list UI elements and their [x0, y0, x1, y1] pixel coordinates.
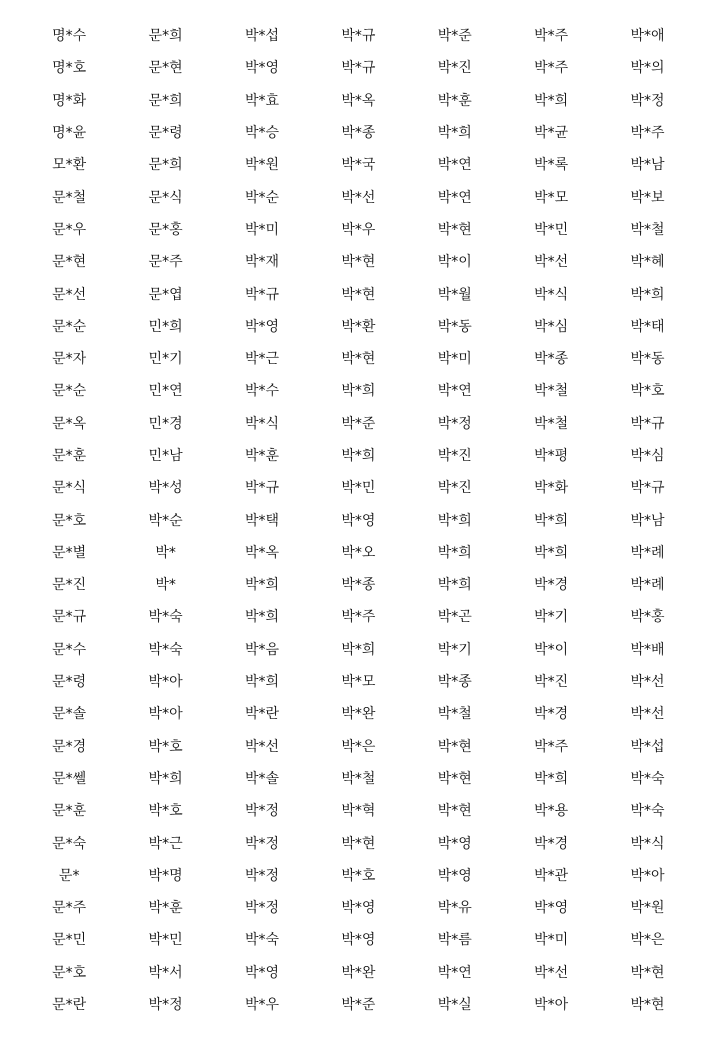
name-cell: 박*정 [244, 803, 279, 820]
name-cell: 문*호 [52, 964, 87, 981]
name-cell: 박*희 [244, 609, 279, 626]
name-cell: 박*태 [630, 318, 665, 335]
name-cell: 문*규 [52, 609, 87, 626]
name-row [21, 827, 696, 859]
name-cell: 문*홍 [148, 221, 183, 238]
name-cell: 박*현 [437, 221, 472, 238]
name-cell: 박*희 [534, 512, 569, 529]
name-cell: 박*기 [534, 609, 569, 626]
name-cell: 박*현 [437, 738, 472, 755]
name-cell: 박*영 [341, 512, 376, 529]
name-cell: 박*택 [244, 512, 279, 529]
name-cell: 문*훈 [52, 448, 87, 464]
name-cell: 박*주 [630, 125, 665, 142]
name-cell: 박*우 [341, 221, 376, 238]
name-cell: 박*연 [437, 964, 472, 981]
name-row [21, 181, 696, 213]
name-cell: 박*훈 [244, 448, 279, 464]
name-cell: 박*현 [437, 770, 472, 787]
name-cell: 박*종 [437, 674, 472, 691]
name-cell: 박*정 [244, 900, 279, 917]
name-cell: 박*정 [244, 867, 279, 884]
name-cell: 민*남 [148, 448, 183, 464]
name-cell: 박*희 [534, 92, 569, 109]
name-cell: 박*경 [534, 835, 569, 852]
name-cell: 박*현 [341, 286, 376, 303]
name-cell: 박*아 [148, 706, 183, 723]
name-cell: 박*동 [630, 351, 665, 368]
name-cell: 박*규 [630, 480, 665, 497]
name-cell: 박*철 [630, 221, 665, 238]
name-cell: 박*규 [630, 415, 665, 432]
name-cell: 박*희 [341, 448, 376, 464]
name-cell: 문*식 [148, 189, 183, 206]
name-cell: 문*자 [52, 351, 87, 368]
name-cell: 박*주 [341, 609, 376, 626]
name-cell: 박*심 [630, 448, 665, 464]
name-cell: 박*재 [244, 254, 279, 271]
name-cell: 박*주 [534, 28, 569, 45]
name-cell: 박* [155, 577, 176, 594]
name-cell: 박*수 [244, 383, 279, 400]
name-cell: 박*의 [630, 60, 665, 77]
name-row [21, 537, 696, 569]
name-row [21, 440, 696, 472]
name-cell: 명*윤 [52, 125, 87, 142]
name-cell: 박*희 [437, 512, 472, 529]
name-cell: 문*수 [52, 641, 87, 658]
name-cell: 문*희 [148, 157, 183, 174]
name-cell: 박*희 [437, 577, 472, 594]
name-cell: 박*동 [437, 318, 472, 335]
name-cell: 박*배 [630, 641, 665, 658]
name-cell: 박*우 [244, 997, 279, 1014]
name-cell: 박*균 [534, 125, 569, 142]
name-cell: 문*주 [148, 254, 183, 271]
name-cell: 민*경 [148, 415, 183, 432]
name-cell: 박*희 [341, 383, 376, 400]
name-row [21, 989, 696, 1021]
name-cell: 박*희 [244, 674, 279, 691]
name-cell: 박*식 [630, 835, 665, 852]
name-cell: 문*희 [148, 28, 183, 45]
name-cell: 박*미 [437, 351, 472, 368]
name-cell: 박*연 [437, 189, 472, 206]
name-cell: 박*희 [534, 544, 569, 561]
name-cell: 박*영 [534, 900, 569, 917]
name-cell: 박*화 [534, 480, 569, 497]
name-cell: 박*현 [630, 964, 665, 981]
name-row [21, 278, 696, 310]
name-cell: 문*철 [52, 189, 87, 206]
name-cell: 박*애 [630, 28, 665, 45]
name-cell: 박*영 [437, 867, 472, 884]
name-cell: 박*숙 [630, 770, 665, 787]
name-cell: 민*연 [148, 383, 183, 400]
name-cell: 박*희 [534, 770, 569, 787]
name-cell: 박*호 [341, 867, 376, 884]
name-cell: 박*준 [341, 997, 376, 1014]
name-cell: 문*진 [52, 577, 87, 594]
name-cell: 문*희 [148, 92, 183, 109]
name-cell: 박*완 [341, 964, 376, 981]
name-cell: 박*철 [534, 415, 569, 432]
name-cell: 박*기 [437, 641, 472, 658]
name-cell: 박*혁 [341, 803, 376, 820]
name-cell: 박*섭 [630, 738, 665, 755]
name-cell: 박*아 [534, 997, 569, 1014]
name-cell: 박*아 [148, 674, 183, 691]
name-cell: 문*쎌 [52, 770, 87, 787]
name-cell: 박*유 [437, 900, 472, 917]
name-row [21, 408, 696, 440]
name-cell: 모*환 [52, 157, 87, 174]
name-cell: 박*영 [341, 932, 376, 949]
name-row [21, 731, 696, 763]
name-cell: 박*연 [437, 383, 472, 400]
name-cell: 박*남 [630, 512, 665, 529]
name-cell: 박*숙 [148, 641, 183, 658]
name-cell: 박*진 [534, 674, 569, 691]
name-cell: 박*심 [534, 318, 569, 335]
name-cell: 박*경 [534, 706, 569, 723]
name-cell: 박*희 [437, 125, 472, 142]
name-cell: 박*호 [148, 803, 183, 820]
name-cell: 박*영 [244, 318, 279, 335]
name-row [21, 375, 696, 407]
name-cell: 문*옥 [52, 415, 87, 432]
name-cell: 문*령 [148, 125, 183, 142]
name-row [21, 246, 696, 278]
name-cell: 박*규 [341, 60, 376, 77]
name-row [21, 601, 696, 633]
name-cell: 박*현 [341, 254, 376, 271]
name-cell: 박*혜 [630, 254, 665, 271]
name-cell: 박*근 [244, 351, 279, 368]
name-row [21, 311, 696, 343]
name-cell: 박*평 [534, 448, 569, 464]
name-cell: 박*현 [341, 835, 376, 852]
name-cell: 박*영 [244, 964, 279, 981]
name-cell: 박*실 [437, 997, 472, 1014]
name-cell: 박*선 [244, 738, 279, 755]
name-cell: 박*희 [148, 770, 183, 787]
name-cell: 박*규 [341, 28, 376, 45]
name-cell: 문*솔 [52, 706, 87, 723]
name-cell: 박*원 [244, 157, 279, 174]
name-cell: 박*현 [341, 351, 376, 368]
name-cell: 박*승 [244, 125, 279, 142]
name-row [21, 85, 696, 117]
name-cell: 박*은 [341, 738, 376, 755]
name-cell: 박*호 [630, 383, 665, 400]
name-cell: 박*란 [244, 706, 279, 723]
name-cell: 박*월 [437, 286, 472, 303]
name-cell: 문*훈 [52, 803, 87, 820]
name-cell: 박*효 [244, 92, 279, 109]
name-cell: 박*진 [437, 60, 472, 77]
name-row [21, 149, 696, 181]
name-cell: 박*준 [437, 28, 472, 45]
name-cell: 박*규 [244, 286, 279, 303]
name-cell: 박*현 [630, 997, 665, 1014]
name-cell: 박*희 [341, 641, 376, 658]
name-cell: 박*영 [244, 60, 279, 77]
name-cell: 박*주 [534, 60, 569, 77]
name-cell: 문*란 [52, 997, 87, 1014]
name-cell: 박* [155, 544, 176, 561]
name-cell: 민*기 [148, 351, 183, 368]
name-cell: 명*화 [52, 92, 87, 109]
name-cell: 박*영 [341, 900, 376, 917]
name-row [21, 666, 696, 698]
name-cell: 박*순 [148, 512, 183, 529]
name-cell: 박*모 [534, 189, 569, 206]
name-cell: 박*정 [148, 997, 183, 1014]
name-cell: 박*민 [534, 221, 569, 238]
name-row [21, 20, 696, 52]
name-cell: 박*종 [341, 577, 376, 594]
name-cell: 문*순 [52, 383, 87, 400]
name-cell: 박*미 [244, 221, 279, 238]
name-cell: 박*호 [148, 738, 183, 755]
name-cell: 문*주 [52, 900, 87, 917]
name-cell: 박*례 [630, 544, 665, 561]
name-cell: 문*순 [52, 318, 87, 335]
name-list-table [21, 20, 696, 1021]
name-cell: 문*령 [52, 674, 87, 691]
name-row [21, 117, 696, 149]
name-cell: 박*순 [244, 189, 279, 206]
name-cell: 박*훈 [148, 900, 183, 917]
name-cell: 박*국 [341, 157, 376, 174]
name-cell: 박*선 [630, 706, 665, 723]
name-cell: 박*보 [630, 189, 665, 206]
name-cell: 문*현 [148, 60, 183, 77]
name-cell: 박*진 [437, 480, 472, 497]
name-row [21, 957, 696, 989]
name-cell: 박*주 [534, 738, 569, 755]
name-cell: 박*미 [534, 932, 569, 949]
name-cell: 박*준 [341, 415, 376, 432]
name-cell: 박*희 [437, 544, 472, 561]
name-row [21, 924, 696, 956]
name-cell: 박*희 [244, 577, 279, 594]
name-cell: 박*섭 [244, 28, 279, 45]
name-cell: 박*환 [341, 318, 376, 335]
name-cell: 박*곤 [437, 609, 472, 626]
name-cell: 박*남 [630, 157, 665, 174]
name-cell: 박*모 [341, 674, 376, 691]
name-cell: 박*식 [534, 286, 569, 303]
name-cell: 박*은 [630, 932, 665, 949]
name-row [21, 52, 696, 84]
name-row [21, 698, 696, 730]
name-cell: 박*정 [437, 415, 472, 432]
name-cell: 박*아 [630, 867, 665, 884]
name-row [21, 504, 696, 536]
name-cell: 박*종 [534, 351, 569, 368]
name-cell: 박*옥 [341, 92, 376, 109]
name-cell: 박*옥 [244, 544, 279, 561]
name-row [21, 892, 696, 924]
name-cell: 박*음 [244, 641, 279, 658]
name-row [21, 860, 696, 892]
name-cell: 문*민 [52, 932, 87, 949]
name-cell: 박*솔 [244, 770, 279, 787]
name-cell: 박*종 [341, 125, 376, 142]
name-cell: 문*별 [52, 544, 87, 561]
name-cell: 박*선 [534, 254, 569, 271]
name-cell: 박*민 [148, 932, 183, 949]
name-cell: 박*선 [534, 964, 569, 981]
name-cell: 박*름 [437, 932, 472, 949]
name-cell: 박*민 [341, 480, 376, 497]
name-cell: 박*이 [534, 641, 569, 658]
name-cell: 박*철 [534, 383, 569, 400]
name-cell: 문*엽 [148, 286, 183, 303]
name-cell: 박*경 [534, 577, 569, 594]
name-cell: 박*희 [630, 286, 665, 303]
name-cell: 박*용 [534, 803, 569, 820]
name-cell: 박*숙 [630, 803, 665, 820]
name-cell: 박*이 [437, 254, 472, 271]
name-cell: 박*숙 [148, 609, 183, 626]
name-cell: 박*정 [244, 835, 279, 852]
name-cell: 문* [58, 867, 80, 884]
name-cell: 박*오 [341, 544, 376, 561]
name-row [21, 343, 696, 375]
name-row [21, 795, 696, 827]
name-cell: 박*원 [630, 900, 665, 917]
name-cell: 박*명 [148, 867, 183, 884]
name-cell: 박*선 [341, 189, 376, 206]
name-cell: 박*성 [148, 480, 183, 497]
name-row [21, 569, 696, 601]
name-cell: 박*례 [630, 577, 665, 594]
name-cell: 명*호 [52, 60, 87, 77]
name-cell: 박*록 [534, 157, 569, 174]
name-cell: 박*관 [534, 867, 569, 884]
name-cell: 문*식 [52, 480, 87, 497]
name-list-body [21, 20, 696, 1021]
name-cell: 문*숙 [52, 835, 87, 852]
name-cell: 문*현 [52, 254, 87, 271]
name-cell: 박*정 [630, 92, 665, 109]
name-cell: 박*연 [437, 157, 472, 174]
name-row [21, 634, 696, 666]
name-cell: 박*진 [437, 448, 472, 464]
name-row [21, 472, 696, 504]
name-cell: 박*현 [437, 803, 472, 820]
name-cell: 박*철 [341, 770, 376, 787]
name-cell: 박*영 [437, 835, 472, 852]
name-cell: 문*경 [52, 738, 87, 755]
name-cell: 박*완 [341, 706, 376, 723]
name-cell: 문*우 [52, 221, 87, 238]
name-cell: 박*규 [244, 480, 279, 497]
name-cell: 박*숙 [244, 932, 279, 949]
name-cell: 박*근 [148, 835, 183, 852]
name-cell: 박*홍 [630, 609, 665, 626]
name-cell: 문*호 [52, 512, 87, 529]
name-row [21, 763, 696, 795]
name-cell: 민*희 [148, 318, 183, 335]
name-cell: 명*수 [52, 28, 87, 45]
name-cell: 박*서 [148, 964, 183, 981]
name-cell: 박*선 [630, 674, 665, 691]
name-cell: 박*철 [437, 706, 472, 723]
name-cell: 문*선 [52, 286, 87, 303]
name-cell: 박*훈 [437, 92, 472, 109]
name-cell: 박*식 [244, 415, 279, 432]
name-row [21, 214, 696, 246]
